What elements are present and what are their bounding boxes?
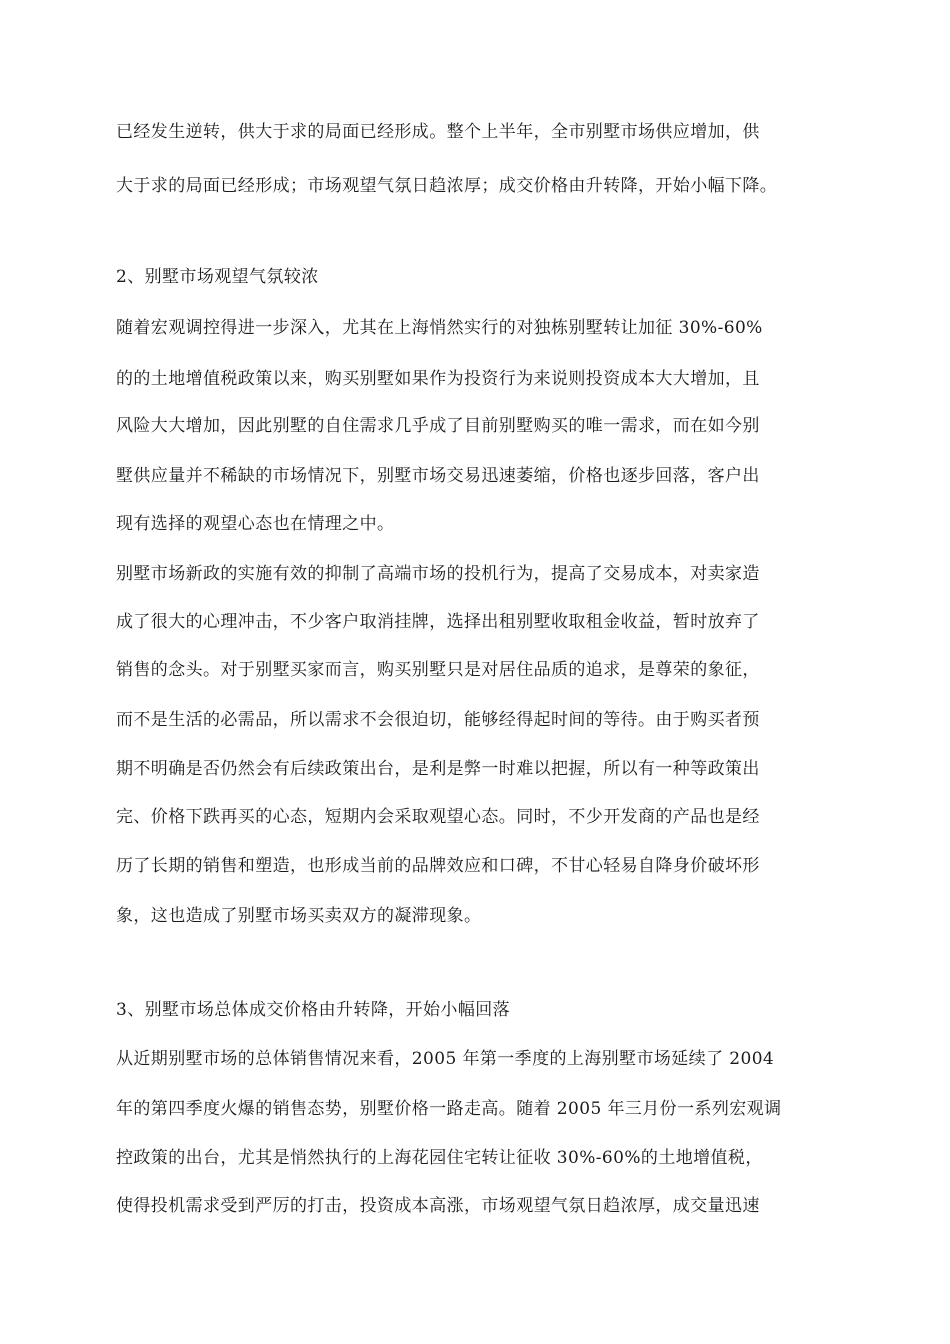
paragraph-line: 别墅市场新政的实施有效的抑制了高端市场的投机行为，提高了交易成本，对卖家造 <box>116 564 760 584</box>
paragraph-line: 成了很大的心理冲击，不少客户取消挂牌，选择出租别墅收取租金收益，暂时放弃了 <box>116 612 760 632</box>
paragraph-line: 墅供应量并不稀缺的市场情况下，别墅市场交易迅速萎缩，价格也逐步回落，客户出 <box>116 466 760 486</box>
paragraph-line: 已经发生逆转，供大于求的局面已经形成。整个上半年，全市别墅市场供应增加，供 <box>116 122 760 142</box>
paragraph-line: 大于求的局面已经形成；市场观望气氛日趋浓厚；成交价格由升转降，开始小幅下降。 <box>116 176 778 196</box>
paragraph-line: 风险大大增加，因此别墅的自住需求几乎成了目前别墅购买的唯一需求，而在如今别 <box>116 416 760 436</box>
section-heading: 2、别墅市场观望气氛较浓 <box>116 267 319 287</box>
paragraph-line: 随着宏观调控得进一步深入，尤其在上海悄然实行的对独栋别墅转让加征 30%-60% <box>116 318 763 338</box>
paragraph-line: 完、价格下跌再买的心态，短期内会采取观望心态。同时，不少开发商的产品也是经 <box>116 807 760 827</box>
paragraph-line: 现有选择的观望心态也在情理之中。 <box>116 514 395 534</box>
paragraph-line: 控政策的出台，尤其是悄然执行的上海花园住宅转让征收 30%-60%的土地增值税， <box>116 1148 763 1168</box>
paragraph-line: 年的第四季度火爆的销售态势，别墅价格一路走高。随着 2005 年三月份一系列宏观调 <box>116 1099 782 1119</box>
paragraph-line: 象，这也造成了别墅市场买卖双方的凝滞现象。 <box>116 906 482 926</box>
paragraph-line: 而不是生活的必需品，所以需求不会很迫切，能够经得起时间的等待。由于购买者预 <box>116 710 760 730</box>
paragraph-line: 期不明确是否仍然会有后续政策出台，是利是弊一时难以把握，所以有一种等政策出 <box>116 759 760 779</box>
paragraph-line: 的的土地增值税政策以来，购买别墅如果作为投资行为来说则投资成本大大增加，且 <box>116 369 760 389</box>
paragraph-line: 历了长期的销售和塑造，也形成当前的品牌效应和口碑，不甘心轻易自降身价破坏形 <box>116 856 760 876</box>
paragraph-line: 使得投机需求受到严厉的打击，投资成本高涨，市场观望气氛日趋浓厚，成交量迅速 <box>116 1196 760 1216</box>
paragraph-line: 从近期别墅市场的总体销售情况来看，2005 年第一季度的上海别墅市场延续了 2004 <box>116 1049 775 1069</box>
section-heading: 3、别墅市场总体成交价格由升转降，开始小幅回落 <box>116 1000 511 1020</box>
paragraph-line: 销售的念头。对于别墅买家而言，购买别墅只是对居住品质的追求，是尊荣的象征， <box>116 660 760 680</box>
